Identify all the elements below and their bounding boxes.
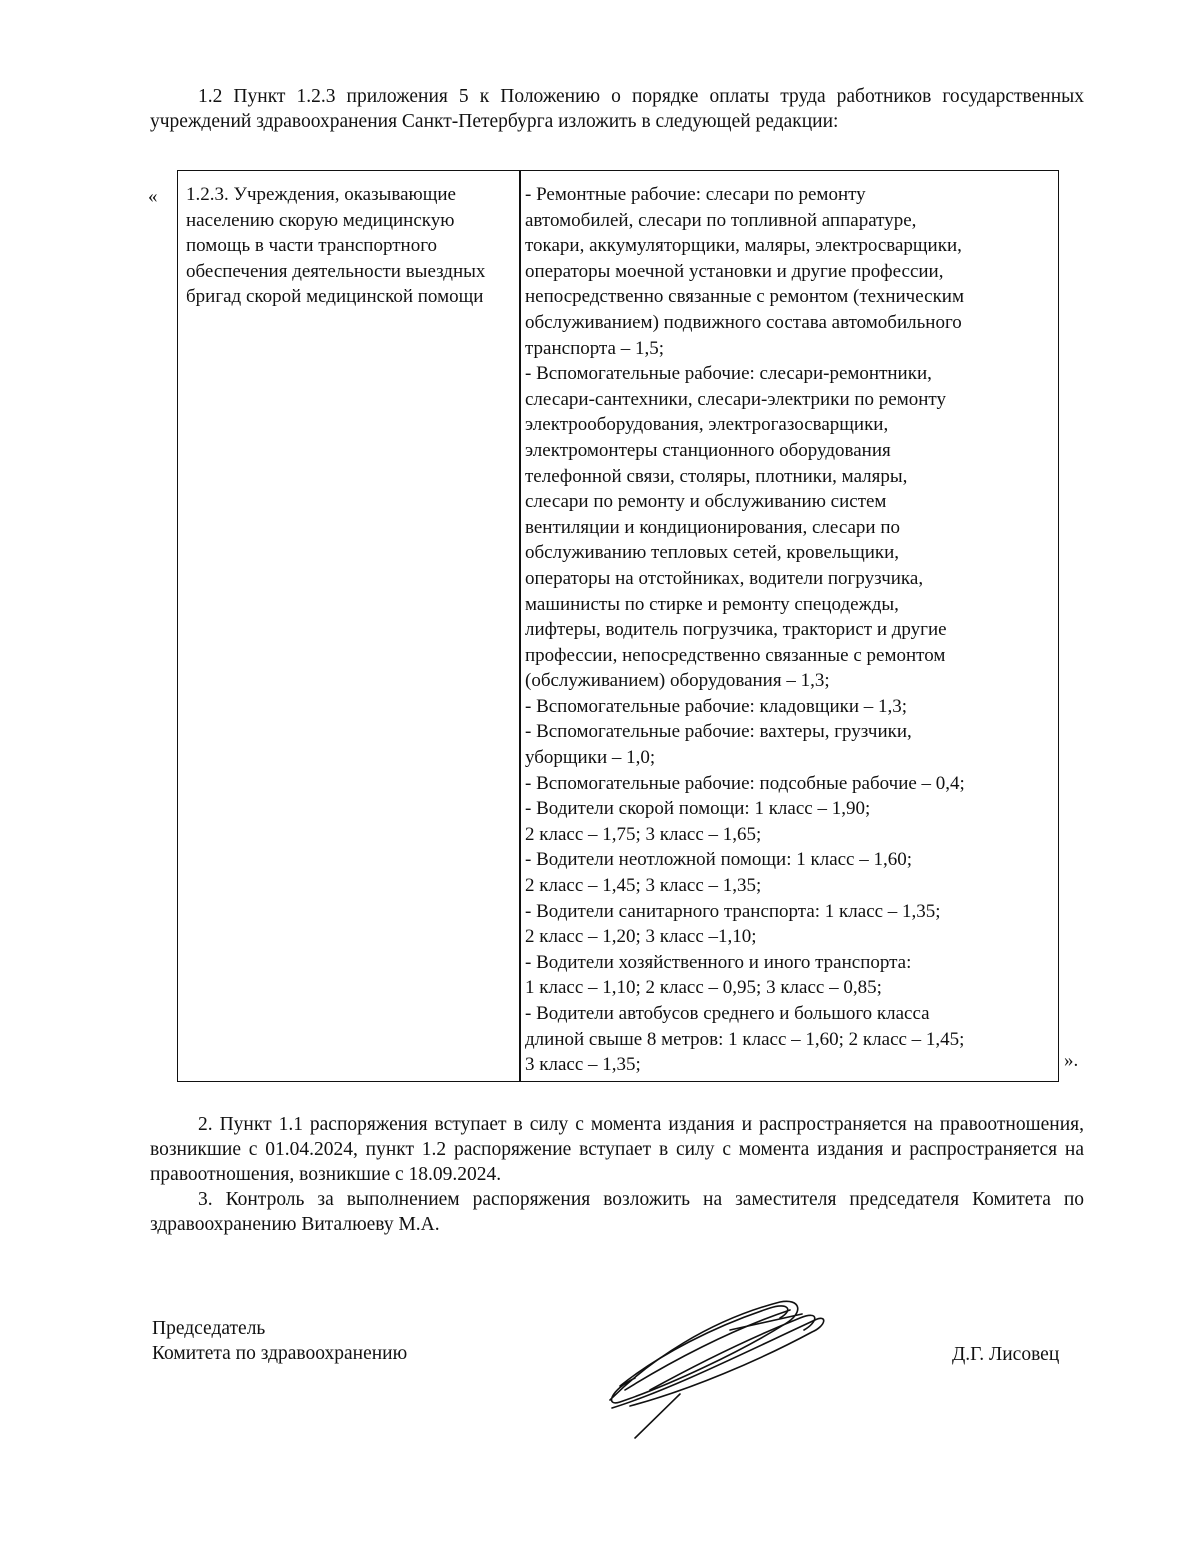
coefficient-line: непосредственно связанные с ремонтом (техническим <box>525 286 964 308</box>
signatory-name: Д.Г. Лисовец <box>952 1344 1060 1365</box>
signatory-title-line-2: Комитета по здравоохранению <box>152 1343 408 1364</box>
coefficient-line: слесари-сантехники, слесари-электрики по ремонту <box>525 388 946 410</box>
coefficient-line: - Водители хозяйственного и иного транспорта: <box>525 951 912 973</box>
paragraph-2: 2. Пункт 1.1 распоряжения вступает в силу с момента издания и распространяется на правоотношения, возникшие с 01.04.2024, пункт 1.2 распоряжение вступает в силу с момента издания и распространяется на правоотношения, возникшие с 18.09.2024. <box>150 1114 1084 1185</box>
coefficient-line: 2 класс – 1,75; 3 класс – 1,65; <box>525 823 762 845</box>
table-cell-institution: 1.2.3. Учреждения, оказывающие населению скорую медицинскую помощь в части транспортного обеспечения деятельности выездных бригад скорой медицинской помощи <box>186 184 486 308</box>
coefficient-line: - Водители неотложной помощи: 1 класс – 1,60; <box>525 849 913 871</box>
coefficient-line: вентиляции и кондиционирования, слесари по <box>525 516 900 538</box>
coefficient-line: 2 класс – 1,20; 3 класс –1,10; <box>525 926 757 948</box>
coefficient-line: машинисты по стирке и ремонту спецодежды, <box>525 593 899 615</box>
coefficient-line: токари, аккумуляторщики, маляры, электросварщики, <box>525 235 962 257</box>
coefficient-line: обслуживанию тепловых сетей, кровельщики, <box>525 542 900 564</box>
coefficient-line: уборщики – 1,0; <box>525 747 656 769</box>
coefficient-line: лифтеры, водитель погрузчика, тракторист и другие <box>525 619 947 641</box>
coefficient-line: - Вспомогательные рабочие: кладовщики – 1,3; <box>525 695 908 717</box>
coefficient-line: электрооборудования, электрогазосварщики, <box>525 414 889 436</box>
closing-quote-mark: ». <box>1064 1050 1079 1071</box>
coefficient-line: - Вспомогательные рабочие: слесари-ремонтники, <box>525 363 932 385</box>
coefficient-line: слесари по ремонту и обслуживанию систем <box>525 491 887 513</box>
paragraph-3: 3. Контроль за выполнением распоряжения возложить на заместителя председателя Комитета по здравоохранению Виталюеву М.А. <box>150 1189 1084 1235</box>
coefficient-line: 1 класс – 1,10; 2 класс – 0,95; 3 класс – 0,85; <box>525 977 882 999</box>
coefficient-line: профессии, непосредственно связанные с ремонтом <box>525 644 946 666</box>
coefficient-line: - Вспомогательные рабочие: вахтеры, грузчики, <box>525 721 912 743</box>
coefficient-line: электромонтеры станционного оборудования <box>525 439 891 461</box>
coefficient-line: операторы моечной установки и другие профессии, <box>525 260 944 282</box>
coefficient-line: - Водители скорой помощи: 1 класс – 1,90; <box>525 798 871 820</box>
coefficient-line: (обслуживанием) оборудования – 1,3; <box>525 670 830 692</box>
coefficient-line: телефонной связи, столяры, плотники, маляры, <box>525 465 908 487</box>
coefficient-line: длиной свыше 8 метров: 1 класс – 1,60; 2 класс – 1,45; <box>525 1028 965 1050</box>
coefficient-line: обслуживанием) подвижного состава автомобильного <box>525 311 962 333</box>
paragraph-1-2: 1.2 Пункт 1.2.3 приложения 5 к Положению о порядке оплаты труда работников государственных учреждений здравоохранения Санкт-Петербурга изложить в следующей редакции: <box>150 86 1084 132</box>
signatory-title <box>152 1316 407 1366</box>
signatory-title-line-1: Председатель <box>152 1318 266 1339</box>
coefficient-line: - Ремонтные рабочие: слесари по ремонту <box>525 184 866 205</box>
table-cell-coefficients <box>525 182 1053 1078</box>
coefficient-line: транспорта – 1,5; <box>525 337 664 359</box>
coefficient-line: операторы на отстойниках, водители погрузчика, <box>525 567 924 589</box>
table-column-divider <box>519 171 521 1081</box>
amendment-table <box>177 170 1059 1082</box>
handwritten-signature <box>590 1290 840 1440</box>
coefficient-line: 2 класс – 1,45; 3 класс – 1,35; <box>525 875 762 897</box>
coefficient-line: - Водители санитарного транспорта: 1 класс – 1,35; <box>525 900 941 922</box>
coefficient-line: автомобилей, слесари по топливной аппаратуре, <box>525 209 917 231</box>
coefficient-line: - Водители автобусов среднего и большого класса <box>525 1003 930 1024</box>
coefficient-line: - Вспомогательные рабочие: подсобные рабочие – 0,4; <box>525 772 965 794</box>
coefficient-line: 3 класс – 1,35; <box>525 1054 641 1076</box>
opening-quote-mark: « <box>148 186 158 207</box>
